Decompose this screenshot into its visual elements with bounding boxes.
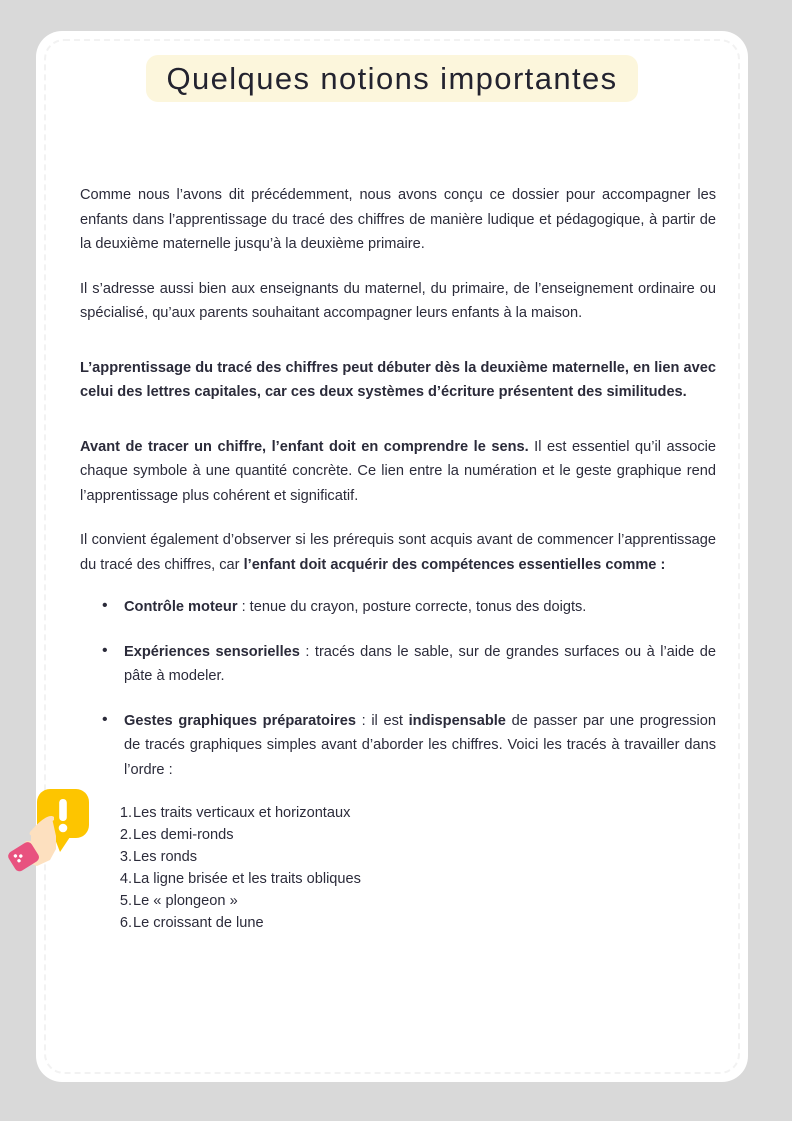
list-item: Les ronds [133, 849, 198, 865]
list-item [112, 640, 716, 689]
page-title-container [36, 55, 748, 102]
document-page [36, 31, 748, 1082]
paragraph-sense-lead: Avant de tracer un chiffre, l’enfant doit en comprendre le sens. [80, 438, 529, 455]
paragraph-sense-rest: Il est essentiel qu’il associe chaque symbole à une quantité concrète. Ce lien entre la numération et le geste graphique rend l’apprentissage plus cohérent et significatif. [80, 438, 716, 504]
list-item: Le « plongeon » [133, 893, 238, 909]
paragraph-intro: Comme nous l’avons dit précédemment, nous avons conçu ce dossier pour accompagner les enfants dans l’apprentissage du tracé des chiffres de manière ludique et pédagogique, à partir de la deuxième maternelle jusqu’à la deuxième primaire. [80, 187, 716, 252]
list-item [112, 595, 716, 620]
paragraph-prerequisites-bold: l’enfant doit acquérir des compétences essentielles comme : [243, 556, 666, 573]
paragraph-prerequisites-lead: Il convient également d’observer si les prérequis sont acquis avant de commencer l’apprentissage du tracé des chiffres, car [80, 532, 716, 573]
competence-term: Expériences sensorielles [124, 643, 300, 660]
document-body [80, 183, 716, 934]
list-item: Le croissant de lune [133, 915, 264, 931]
competence-description-after: de passer par une progression de tracés graphiques simples avant d’aborder les chiffres. Voici les tracés à travailler dans l’ordre : [124, 712, 716, 778]
paragraph-bold-highlight: L’apprentissage du tracé des chiffres peut débuter dès la deuxième maternelle, en lien avec celui des lettres capitales, car ces deux systèmes d’écriture présentent des similitudes. [80, 359, 716, 400]
list-item: Les demi-ronds [133, 827, 234, 843]
competence-term: Gestes graphiques préparatoires [124, 712, 356, 729]
pointing-hand-warning-icon [4, 786, 100, 872]
traces-order-list [80, 802, 716, 934]
list-item: La ligne brisée et les traits obliques [133, 871, 361, 887]
competence-description: : tenue du crayon, posture correcte, tonus des doigts. [237, 599, 587, 615]
competence-emphasis: indispensable [408, 712, 506, 729]
list-item: Les traits verticaux et horizontaux [133, 805, 351, 821]
page-title: Quelques notions importantes [146, 55, 637, 102]
paragraph-audience: Il s’adresse aussi bien aux enseignants du maternel, du primaire, de l’enseignement ordinaire ou spécialisé, qu’aux parents souhaitant accompagner leurs enfants à la maison. [80, 280, 716, 321]
paragraph-prerequisites [80, 528, 716, 577]
competence-description: : tracés dans le sable, sur de grandes surfaces ou à l’aide de pâte à modeler. [124, 643, 716, 684]
competences-list [80, 595, 716, 782]
paragraph-sense [80, 435, 716, 509]
list-item [112, 709, 716, 783]
competence-description-before: : il est [355, 712, 409, 729]
competence-term: Contrôle moteur [124, 599, 238, 615]
